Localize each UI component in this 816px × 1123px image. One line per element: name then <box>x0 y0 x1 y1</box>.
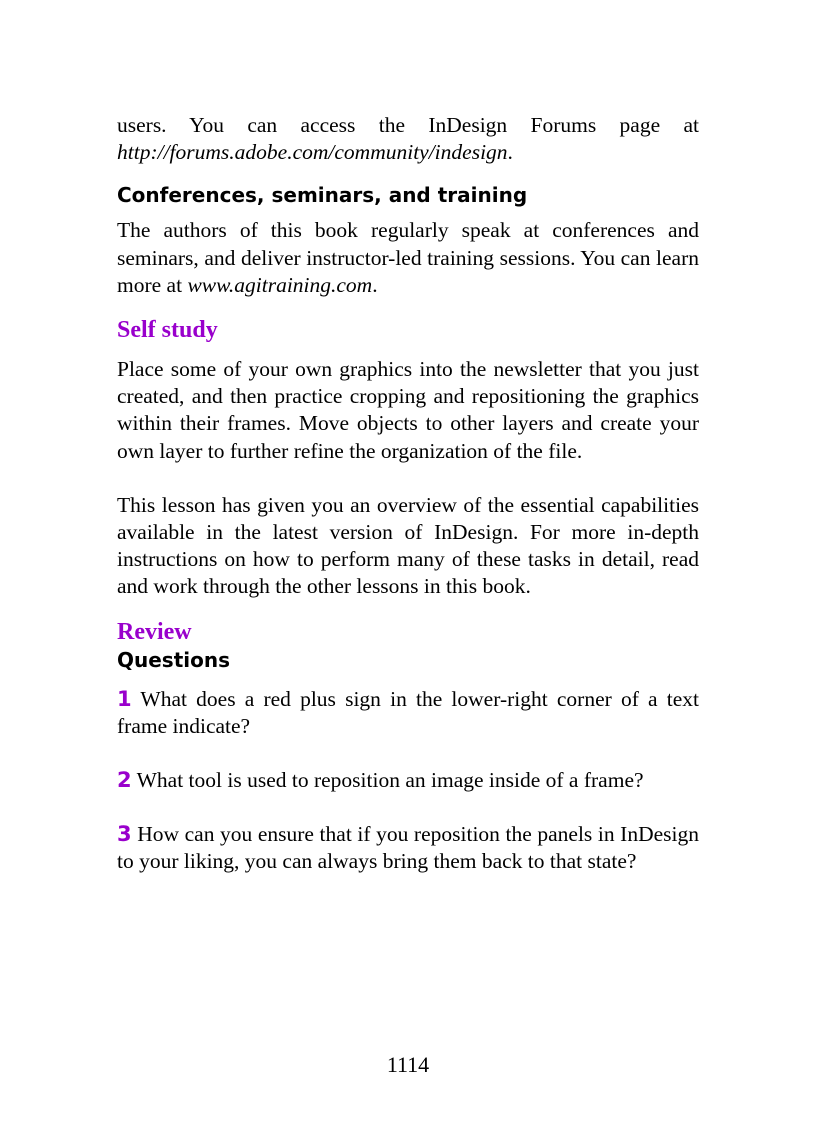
question-text: How can you ensure that if you reposition the panels in InDesign to your liking, you can always bring them back to that state? <box>117 822 699 874</box>
question-1 <box>117 686 699 740</box>
question-3 <box>117 821 699 875</box>
forums-link[interactable]: http://forums.adobe.com/community/indesign <box>117 140 508 165</box>
conferences-heading: Conferences, seminars, and training <box>117 183 528 208</box>
page-content <box>117 112 699 876</box>
question-number: 2 <box>117 768 132 793</box>
intro-paragraph <box>117 112 699 166</box>
question-2 <box>117 767 699 794</box>
question-number: 1 <box>117 686 132 711</box>
self-study-paragraph-1: Place some of your own graphics into the newsletter that you just created, and then practice cropping and repositioning the graphics within their frames. Move objects to other layers and create your own layer to further refine the organization of the file. <box>117 357 699 463</box>
questions-heading: Questions <box>117 647 231 672</box>
intro-text: users. You can access the InDesign Forums page at <box>117 113 699 137</box>
question-text: What tool is used to reposition an image inside of a frame? <box>136 768 644 793</box>
agitraining-link[interactable]: www.agitraining.com <box>187 272 373 297</box>
question-number: 3 <box>117 822 132 847</box>
self-study-paragraph-2: This lesson has given you an overview of the essential capabilities available in the latest version of InDesign. For more in-depth instructions on how to perform many of these tasks in detail, read and work through the other lessons in this book. <box>117 492 699 599</box>
page-number: 1114 <box>386 1052 430 1077</box>
self-study-heading: Self study <box>117 317 218 344</box>
question-text: What does a red plus sign in the lower-right corner of a text frame indicate? <box>117 686 699 738</box>
conferences-paragraph <box>117 217 699 299</box>
conferences-text: The authors of this book regularly speak at conferences and seminars, and deliver instructor-led training sessions. You can learn more at <box>117 218 699 297</box>
intro-end: . <box>507 140 513 165</box>
review-heading: Review <box>117 618 192 645</box>
conferences-end: . <box>372 272 378 297</box>
